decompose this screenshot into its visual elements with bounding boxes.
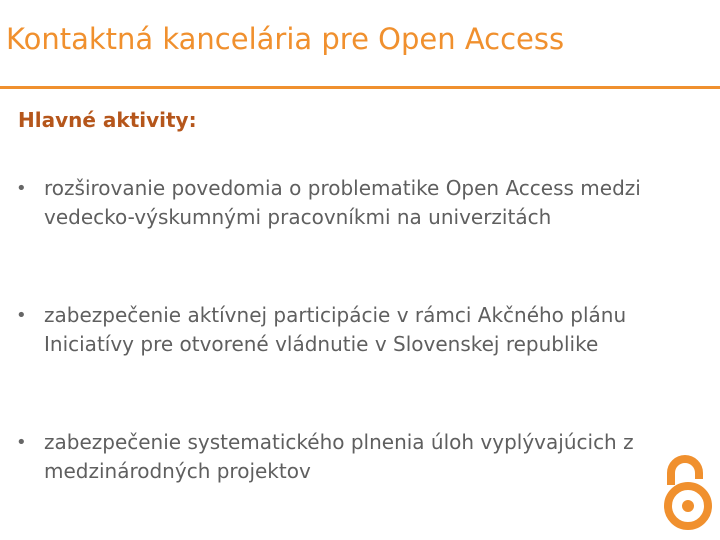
slide-title: Kontaktná kancelária pre Open Access xyxy=(6,22,565,56)
list-item-text: zabezpečenie systematického plnenia úloh vyplývajúcich z medzinárodných projektov xyxy=(44,430,634,483)
bullet-marker: • xyxy=(16,432,27,453)
list-item-text: zabezpečenie aktívnej participácie v rámci Akčného plánu Iniciatívy pre otvorené vládnutie v Slovenskej republike xyxy=(44,303,627,356)
open-access-lock-icon xyxy=(660,454,716,532)
title-divider xyxy=(0,86,720,89)
bullet-marker: • xyxy=(16,305,27,326)
section-heading: Hlavné aktivity: xyxy=(18,108,197,132)
bullet-marker: • xyxy=(16,178,27,199)
list-item-text: rozširovanie povedomia o problematike Open Access medzi vedecko-výskumnými pracovníkmi na univerzitách xyxy=(44,176,641,229)
